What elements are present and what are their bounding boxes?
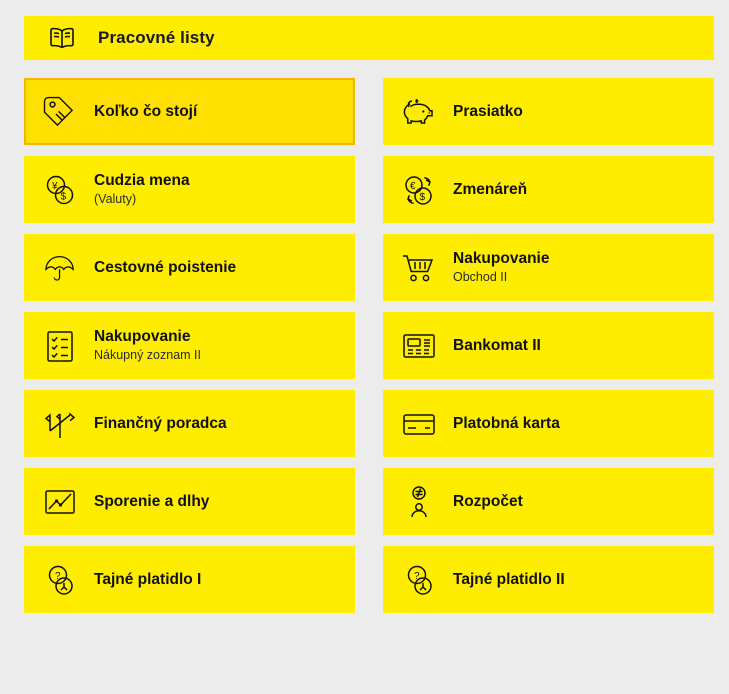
credit-card-icon: [397, 402, 441, 446]
svg-text:$: $: [60, 191, 67, 202]
svg-text:?: ?: [414, 570, 420, 582]
card-text: [94, 103, 197, 121]
price-tag-icon: [38, 90, 82, 134]
foreign-currency-icon: [38, 168, 82, 212]
worksheet-card-prasiatko[interactable]: [383, 78, 714, 145]
card-title: Finančný poradca: [94, 414, 227, 432]
svg-text:?: ?: [55, 570, 61, 582]
card-text: [453, 415, 560, 433]
worksheet-card-cudzia-mena[interactable]: [24, 156, 355, 223]
card-title: Nakupovanie: [94, 328, 191, 346]
card-text: [453, 250, 549, 284]
card-subtitle: Obchod II: [453, 270, 508, 285]
worksheet-card-tajne-platidlo-ii[interactable]: [383, 546, 714, 613]
worksheet-card-rozpocet[interactable]: [383, 468, 714, 535]
card-subtitle: (Valuty): [94, 192, 137, 207]
umbrella-icon: [38, 246, 82, 290]
page-header: [24, 16, 714, 60]
card-text: [94, 259, 236, 277]
book-icon: [40, 16, 84, 60]
card-text: [94, 493, 209, 511]
card-title: Bankomat II: [453, 336, 541, 354]
card-title: Rozpočet: [453, 492, 523, 510]
card-title: Sporenie a dlhy: [94, 492, 210, 510]
worksheet-card-tajne-platidlo-i[interactable]: [24, 546, 355, 613]
worksheet-card-nakupovanie-obchod-ii[interactable]: [383, 234, 714, 301]
svg-text:¥: ¥: [52, 180, 58, 192]
card-title: Cudzia mena: [94, 172, 190, 190]
worksheet-card-platobna-karta[interactable]: [383, 390, 714, 457]
secret-coin-ii-icon: [397, 558, 441, 602]
card-text: [453, 493, 523, 511]
card-title: Koľko čo stojí: [94, 102, 198, 120]
card-text: [94, 172, 190, 206]
worksheet-card-kolko-co-stoji[interactable]: [24, 78, 355, 145]
card-title: Platobná karta: [453, 414, 560, 432]
chart-frame-icon: [38, 480, 82, 524]
shopping-cart-icon: [397, 246, 441, 290]
worksheet-grid: [24, 78, 714, 613]
card-title: Prasiatko: [453, 102, 523, 120]
worksheet-card-sporenie-a-dlhy[interactable]: [24, 468, 355, 535]
card-subtitle: Nákupný zoznam II: [94, 348, 201, 363]
page-title: Pracovné listy: [98, 28, 215, 47]
signpost-icon: [38, 402, 82, 446]
card-title: Tajné platidlo II: [453, 570, 565, 588]
card-title: Tajné platidlo I: [94, 570, 202, 588]
atm-icon: [397, 324, 441, 368]
secret-coin-i-icon: [38, 558, 82, 602]
worksheet-card-zmenaren[interactable]: [383, 156, 714, 223]
card-title: Zmenáreň: [453, 180, 528, 198]
checklist-icon: [38, 324, 82, 368]
card-text: [94, 328, 201, 362]
svg-text:€: €: [415, 98, 418, 105]
svg-text:$: $: [419, 191, 426, 203]
worksheet-card-nakupovanie-zoznam-ii[interactable]: [24, 312, 355, 379]
worksheet-card-financny-poradca[interactable]: [24, 390, 355, 457]
exchange-office-icon: [397, 168, 441, 212]
card-text: [453, 181, 527, 199]
card-text: [453, 571, 565, 589]
card-text: [94, 415, 227, 433]
worksheet-card-cestovne-poistenie[interactable]: [24, 234, 355, 301]
card-text: [453, 337, 541, 355]
card-text: [453, 103, 523, 121]
svg-text:€: €: [410, 180, 416, 192]
budget-person-icon: [397, 480, 441, 524]
card-text: [94, 571, 201, 589]
card-title: Nakupovanie: [453, 250, 550, 268]
piggy-bank-icon: [397, 90, 441, 134]
card-title: Cestovné poistenie: [94, 258, 237, 276]
worksheet-card-bankomat-ii[interactable]: [383, 312, 714, 379]
